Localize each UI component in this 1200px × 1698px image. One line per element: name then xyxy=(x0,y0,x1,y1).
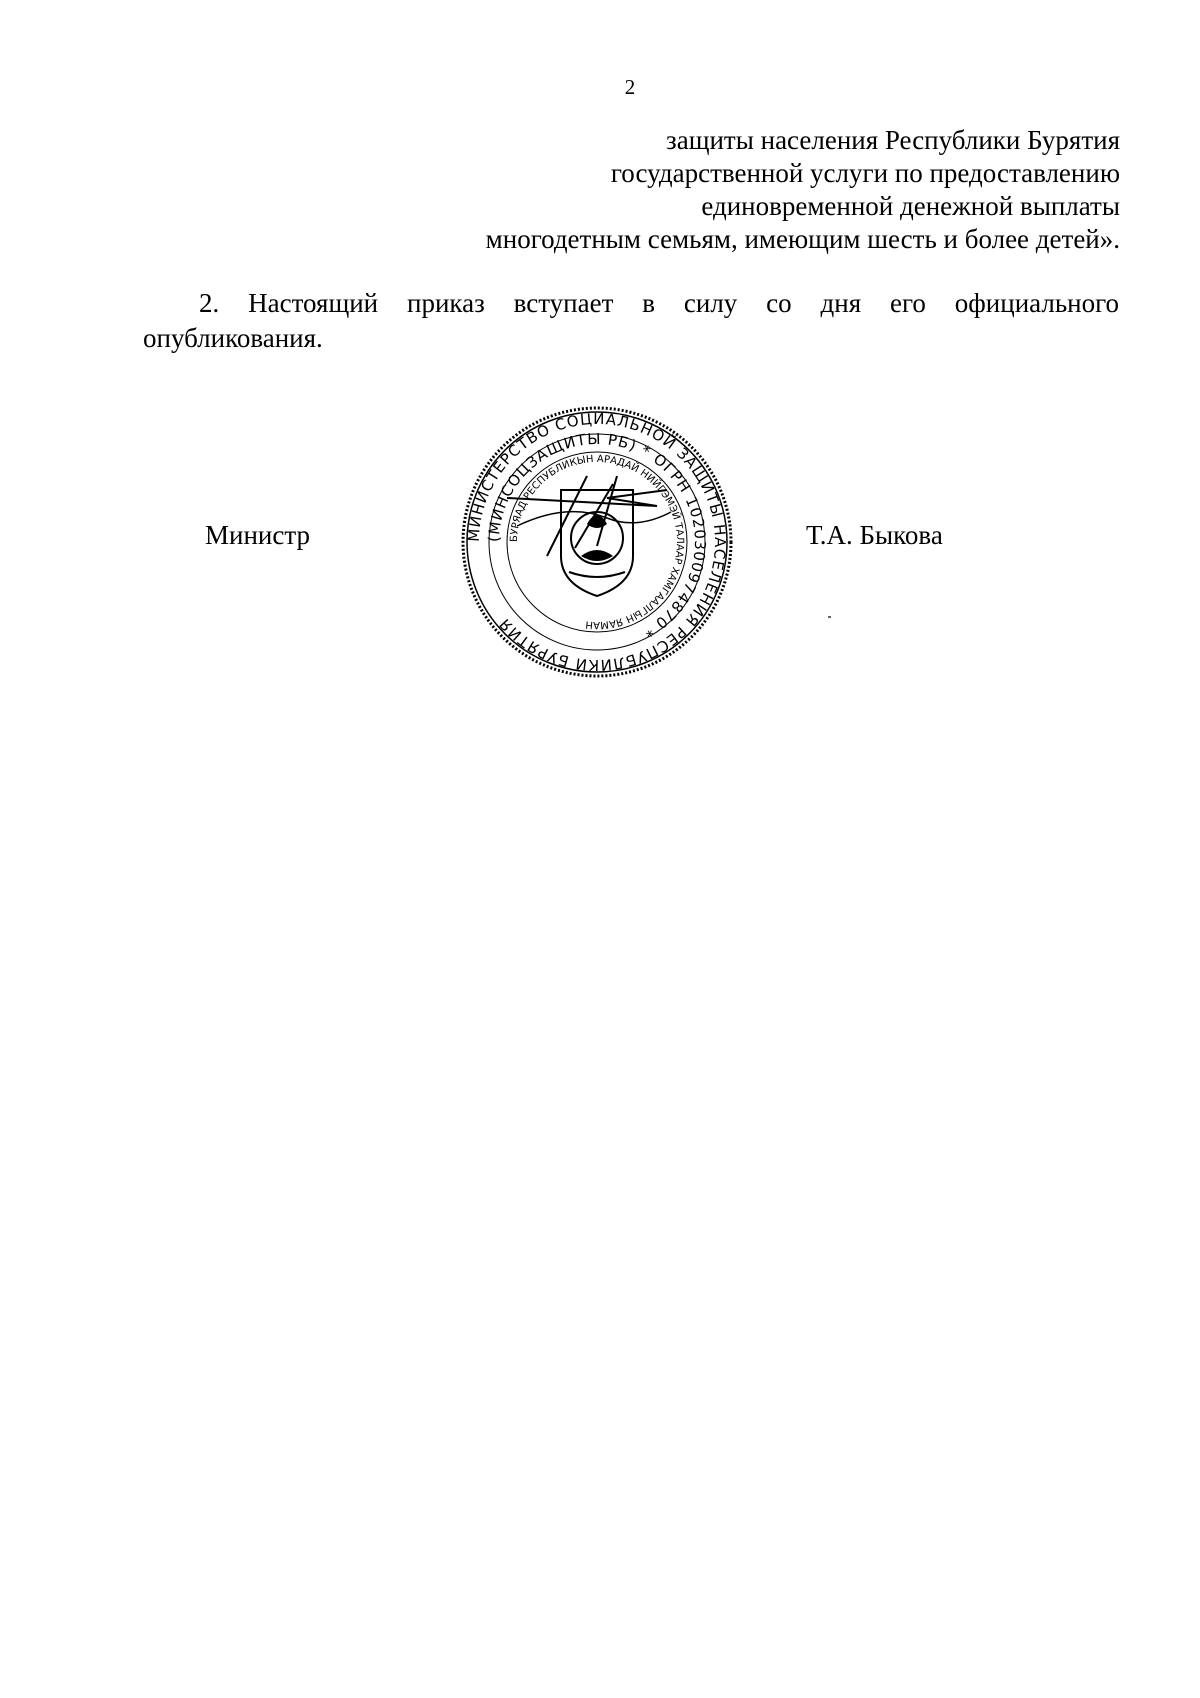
title-line: многодетным семьям, имеющим шесть и более детей». xyxy=(485,224,1120,254)
seal-inner-text: БУРЯАД РЕСПУБЛИКЫН АРАДАЙ НИЙГЭМЭЙ ТАЛААР ХАМГААЛГЫН ЯАМАН xyxy=(508,453,686,631)
paragraph-first-line: 2. Настоящий приказ вступает в силу со дня его официального xyxy=(199,288,1119,318)
page-number: 2 xyxy=(624,75,636,99)
title-block xyxy=(486,124,1120,256)
paragraph-continuation: опубликования. xyxy=(143,323,323,353)
official-seal-graphic xyxy=(457,406,737,678)
scan-speck xyxy=(828,616,831,618)
title-line: единовременной денежной выплаты xyxy=(701,191,1120,221)
seal-middle-text: (МИНСОЦЗАЩИТЫ РБ) * ОГРН 1020300974870 * xyxy=(484,429,710,642)
seal-outer-text: МИНИСТЕРСТВО СОЦИАЛЬНОЙ ЗАЩИТЫ НАСЕЛЕНИЯ РЕСПУБЛИКИ БУРЯТИЯ xyxy=(464,409,730,675)
title-line: защиты населения Республики Бурятия xyxy=(666,125,1120,155)
order-paragraph xyxy=(143,286,1119,356)
official-seal xyxy=(457,406,737,678)
signature-role: Министр xyxy=(205,520,310,550)
signature-name: Т.А. Быкова xyxy=(806,520,943,550)
title-line: государственной услуги по предоставлению xyxy=(610,158,1120,188)
